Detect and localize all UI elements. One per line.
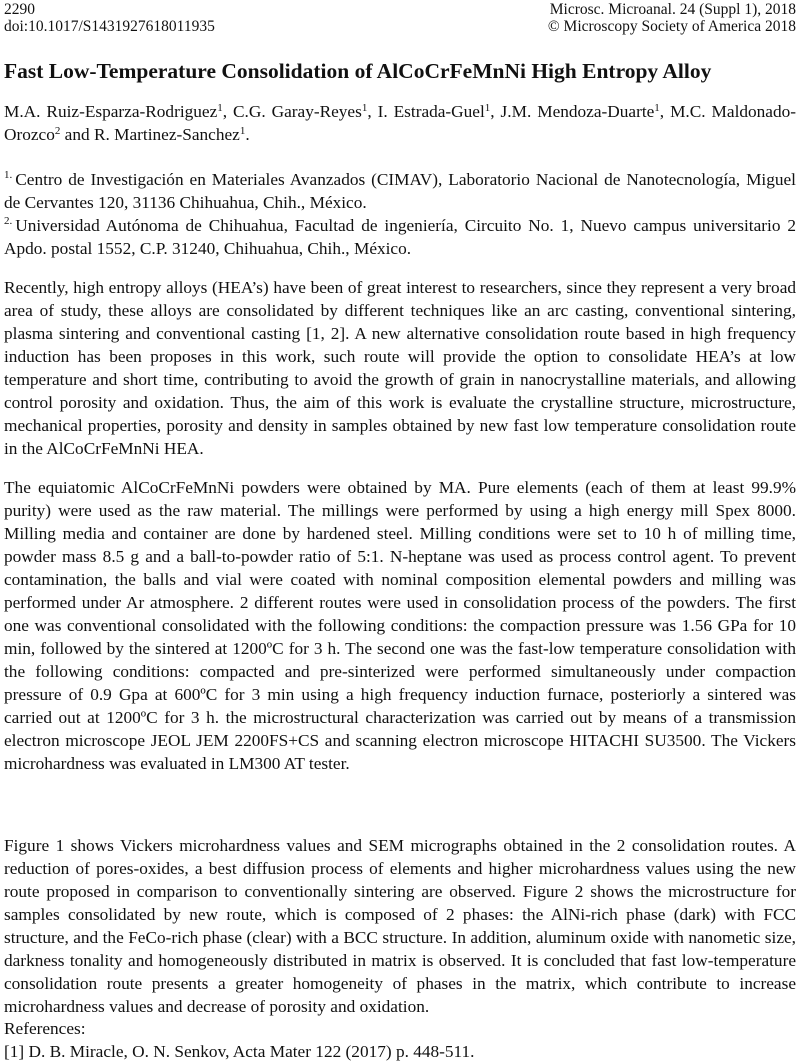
copyright-notice: © Microscopy Society of America 2018 xyxy=(547,18,796,35)
reference-item: [1] D. B. Miracle, O. N. Senkov, Acta Mater 122 (2017) p. 448-511. xyxy=(4,1042,475,1061)
paper-title: Fast Low-Temperature Consolidation of AlCoCrFeMnNi High Entropy Alloy xyxy=(4,59,712,83)
affiliation: $^{1.}$ Centro de Investigación en Materiales Avanzados (CIMAV), Laboratorio Nacional de Nanotecnología, Miguel de Cervantes 120, 31136 Chihuahua, Chih., México. xyxy=(4,169,796,212)
body-paragraph-results: Figure 1 shows Vickers microhardness values and SEM micrographs obtained in the 2 consolidation routes. A reduction of pores-oxides, a best diffusion process of elements and higher microhardness values using the new route proposed in comparison to conventionally sintering are observed. Figure 2 shows the microstructure for samples consolidated by new route, which is composed of 2 phases: the AlNi-rich phase (dark) with FCC structure, and the FeCo-rich phase (clear) with a BCC structure. In addition, aluminum oxide with nanometic size, darkness tonality and homogeneously distributed in matrix is observed. It is concluded that fast low-temperature consolidation route presents a greater homogeneity of phases in the matrix, which contribute to increase microhardness values and decrease of porosity and oxidation. xyxy=(4,836,796,1016)
author: M.C. Maldonado-Orozco$^2$ and xyxy=(4,102,797,144)
references-heading: References: xyxy=(4,1019,86,1038)
author: J.M. Mendoza-Duarte$^1$, xyxy=(500,102,671,121)
author-list xyxy=(4,100,796,146)
doi: doi:10.1017/S1431927618011935 xyxy=(4,18,215,35)
journal-citation: Microsc. Microanal. 24 (Suppl 1), 2018 xyxy=(549,1,796,18)
author: M.A. Ruiz-Esparza-Rodriguez$^1$, xyxy=(4,102,234,121)
page-number: 2290 xyxy=(4,1,35,18)
author: I. Estrada-Guel$^1$, xyxy=(377,102,501,121)
affiliation-list xyxy=(4,168,796,260)
author: R. Martinez-Sanchez$^1$. xyxy=(93,125,250,144)
references-section xyxy=(4,1017,796,1063)
author: C.G. Garay-Reyes$^1$, xyxy=(233,102,378,121)
body-paragraph-intro: Recently, high entropy alloys (HEA’s) have been of great interest to researchers, since they represent a very broad area of study, these alloys are consolidated by different techniques like an arc casting, conventional sintering, plasma sintering and conventional casting [1, 2]. A new alternative consolidation route based in high frequency induction has been proposes in this work, such route will provide the option to consolidate HEA’s at low temperature and short time, contributing to avoid the growth of grain in nanocrystalline materials, and allowing control porosity and oxidation. Thus, the aim of this work is evaluate the crystalline structure, microstructure, mechanical properties, porosity and density in samples obtained by new fast low temperature consolidation route in the AlCoCrFeMnNi HEA. xyxy=(4,278,796,458)
affiliation: $^{2.}$ Universidad Autónoma de Chihuahua, Facultad de ingeniería, Circuito No. 1, Nuevo campus universitario 2 Apdo. postal 1552, C.P. 31240, Chihuahua, Chih., México. xyxy=(4,215,796,258)
body-paragraph-methods: The equiatomic AlCoCrFeMnNi powders were obtained by MA. Pure elements (each of them at least 99.9% purity) were used as the raw material. The millings were performed by using a high energy mill Spex 8000. Milling media and container are done by hardened steel. Milling conditions were set to 10 h of milling time, powder mass 8.5 g and a ball-to-powder ratio of 5:1. N-heptane was used as process control agent. To prevent contamination, the balls and vial were coated with nominal composition elemental powders and milling was performed under Ar atmosphere. 2 different routes were used in consolidation process of the powders. The first one was conventional consolidated with the following conditions: the compaction pressure was 1.56 GPa for 10 min, followed by the sintered at 1200ºC for 3 h. The second one was the fast-low temperature consolidation with the following conditions: compacted and pre-sinterized were performed simultaneously under compaction pressure of 0.9 Gpa at 600ºC for 3 min using a high frequency induction furnace, posteriorly a sintered was carried out at 1200ºC for 3 h. the microstructural characterization was carried out by means of a transmission electron microscope JEOL JEM 2200FS+CS and scanning electron microscope HITACHI SU3500. The Vickers microhardness was evaluated in LM300 AT tester. xyxy=(4,478,796,773)
